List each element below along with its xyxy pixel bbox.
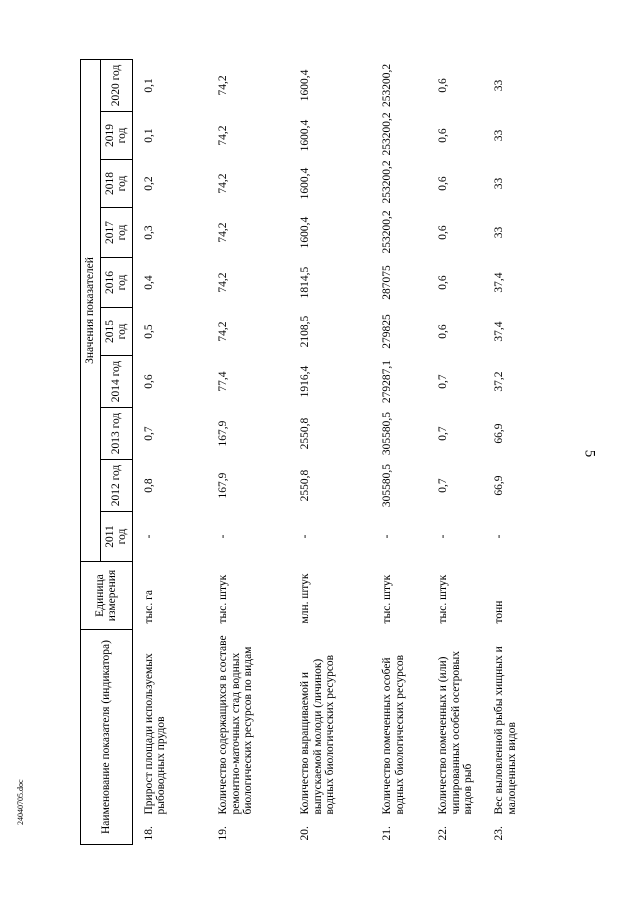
indicator-cell: [378, 630, 434, 845]
value-cell: 1600,4: [299, 167, 311, 200]
value-cell: 74,2: [217, 222, 229, 243]
indicator-cell: [296, 630, 378, 845]
value-cell: 305580,5: [381, 463, 393, 508]
indicator-cell: [490, 630, 546, 845]
value-cell: 0,7: [437, 426, 449, 441]
value-cell: 37,4: [493, 321, 505, 342]
value-cell: 74,2: [217, 272, 229, 293]
header-year: 2017 год: [100, 208, 132, 258]
value-cell: 0,7: [142, 426, 155, 441]
value-cell: 77,4: [217, 371, 229, 392]
header-year: 2014 год: [100, 356, 132, 408]
value-cell: 37,4: [493, 272, 505, 293]
value-cell: 1600,4: [299, 69, 311, 102]
value-cell: 1916,4: [299, 365, 311, 398]
value-cell: 0,5: [142, 324, 155, 339]
value-cell: 0,6: [437, 176, 449, 191]
value-cell: 74,2: [217, 125, 229, 146]
value-cell: -: [493, 534, 505, 539]
value-cell: 0,6: [437, 128, 449, 143]
value-cell: 0,4: [142, 275, 155, 290]
table-row: [132, 59, 214, 844]
value-cell: 33: [493, 177, 505, 190]
header-year: 2015 год: [100, 308, 132, 356]
value-cell: -: [381, 534, 393, 539]
value-cell: -: [142, 534, 155, 539]
value-cell: 253200,2: [381, 210, 393, 254]
value-cell: 0,6: [437, 78, 449, 93]
unit-cell: млн. штук: [299, 573, 311, 624]
value-cell: 66,9: [493, 423, 505, 444]
value-cell: -: [437, 534, 449, 539]
value-cell: 33: [493, 226, 505, 239]
indicator-cell: [214, 630, 296, 845]
row-number: 22.: [437, 826, 449, 841]
value-cell: 0,6: [142, 374, 155, 389]
value-cell: 279825: [381, 314, 393, 349]
value-cell: 2550,8: [299, 469, 311, 502]
value-cell: 167,9: [217, 472, 229, 499]
header-indicator-name: Наименование показателя (индикатора): [81, 630, 133, 845]
value-cell: 37,2: [493, 371, 505, 392]
header-unit: Единица измерения: [81, 562, 133, 630]
indicator-name: Количество содержащихся в составе ремонтно-маточных стад водных биологических ресурсов по видам: [217, 635, 254, 815]
value-cell: 2550,8: [299, 417, 311, 450]
indicator-name: Вес выловленной рыбы хищных и малоценных видов: [493, 646, 518, 815]
value-cell: 253200,2: [381, 112, 393, 156]
value-cell: 0,3: [142, 225, 155, 240]
header-year: 2018 год: [100, 160, 132, 208]
header-year: 2011 год: [100, 512, 132, 562]
table-row: [434, 59, 490, 844]
unit-cell: тыс. штук: [437, 574, 449, 624]
value-cell: 279287,1: [381, 359, 393, 404]
unit-cell: тыс. га: [142, 590, 155, 624]
rotated-table-container: [80, 60, 555, 845]
value-cell: 0,1: [142, 128, 155, 143]
table-row: [296, 59, 378, 844]
value-cell: 1814,5: [299, 266, 311, 299]
value-cell: 0,2: [142, 176, 155, 191]
value-cell: 33: [493, 129, 505, 142]
header-year: 2012 год: [100, 460, 132, 512]
value-cell: -: [217, 534, 229, 539]
row-number: 21.: [381, 826, 393, 841]
value-cell: 66,9: [493, 475, 505, 496]
value-cell: 167,9: [217, 420, 229, 447]
indicator-cell: [434, 630, 490, 845]
value-cell: 74,2: [217, 321, 229, 342]
value-cell: 0,6: [437, 225, 449, 240]
value-cell: 33: [493, 79, 505, 92]
unit-cell: тонн: [493, 600, 505, 624]
footer-filename: 24040705.doc: [16, 779, 25, 825]
table-row: [378, 59, 434, 844]
indicators-table: [80, 59, 546, 845]
indicator-name: Прирост площади используемых рыбоводных прудов: [142, 653, 167, 815]
row-number: 23.: [493, 826, 505, 841]
header-year: 2020 год: [100, 59, 132, 111]
value-cell: 2108,5: [299, 315, 311, 348]
value-cell: 0,7: [437, 478, 449, 493]
value-cell: 253200,2: [381, 63, 393, 108]
value-cell: 0,6: [437, 275, 449, 290]
value-cell: 74,2: [217, 173, 229, 194]
header-year: 2013 год: [100, 408, 132, 460]
indicator-cell: [132, 630, 214, 845]
value-cell: 253200,2: [381, 160, 393, 204]
value-cell: 0,6: [437, 324, 449, 339]
table-body: [132, 59, 546, 844]
value-cell: 1600,4: [299, 119, 311, 152]
value-cell: 287075: [381, 265, 393, 300]
header-year: 2019 год: [100, 112, 132, 160]
header-year: 2016 год: [100, 258, 132, 308]
indicator-name: Количество помеченных и (или) чипированных особей осетровых видов рыб: [437, 651, 474, 815]
row-number: 20.: [299, 826, 311, 841]
value-cell: 0,1: [142, 78, 155, 93]
table-row: [214, 59, 296, 844]
header-values-group: Значения показателей: [81, 59, 101, 561]
value-cell: 0,7: [437, 374, 449, 389]
unit-cell: тыс. штук: [381, 574, 393, 624]
value-cell: 305580,5: [381, 411, 393, 456]
value-cell: 74,2: [217, 75, 229, 96]
value-cell: -: [299, 534, 311, 539]
table-row: [490, 59, 546, 844]
page-number: 5: [580, 449, 597, 458]
value-cell: 1600,4: [299, 216, 311, 249]
indicator-name: Количество выращиваемой и выпускаемой молоди (личинок) водных биологических ресурсов: [299, 654, 336, 815]
value-cell: 0,8: [142, 478, 155, 493]
row-number: 18.: [142, 826, 155, 841]
indicator-name: Количество помеченных особей водных биологических ресурсов: [381, 654, 406, 815]
row-number: 19.: [217, 826, 229, 841]
unit-cell: тыс. штук: [217, 574, 229, 624]
